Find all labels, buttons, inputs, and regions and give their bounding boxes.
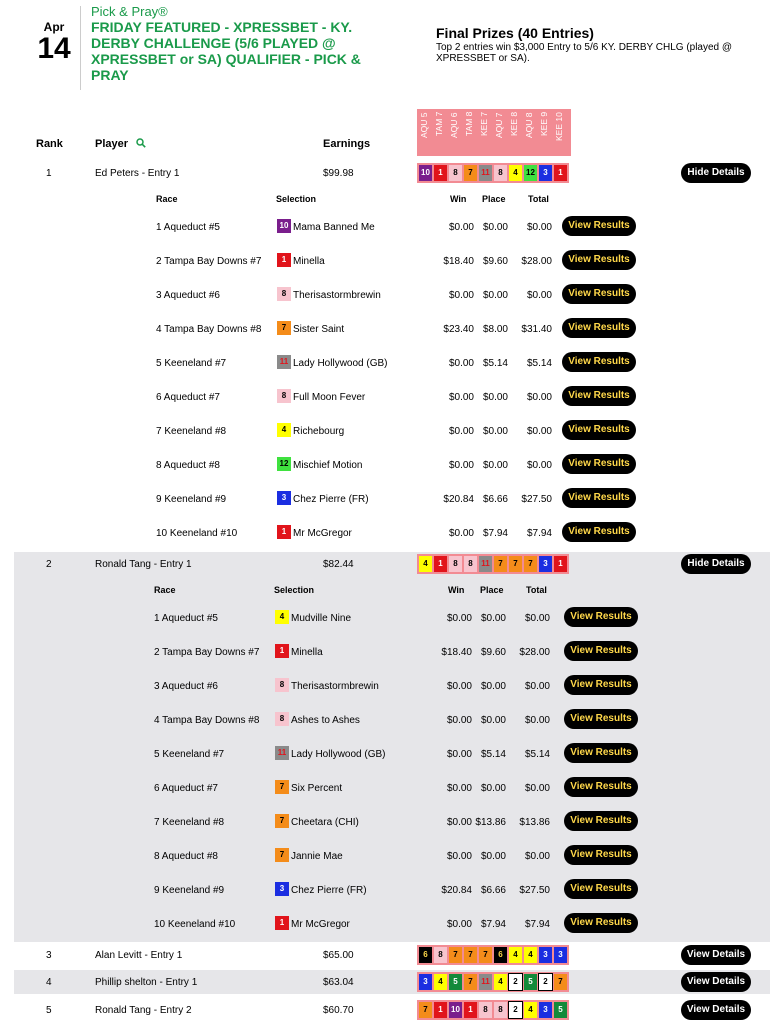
selection-number: 8: [275, 712, 289, 726]
win-value: $0.00: [446, 681, 472, 692]
win-value: $20.84: [441, 885, 472, 896]
win-value: $0.00: [448, 460, 474, 471]
pick-box: 8: [494, 165, 507, 181]
selection-number: 12: [277, 457, 291, 471]
race-column-header: KEE 7: [479, 112, 489, 137]
total-value: $28.00: [521, 256, 552, 267]
win-value: $20.84: [443, 494, 474, 505]
player-name[interactable]: Ed Peters - Entry 1: [95, 168, 180, 179]
picks-strip: [417, 972, 569, 992]
date-day: 14: [37, 32, 71, 65]
hide-details-button[interactable]: Hide Details: [681, 163, 751, 183]
pick-box: 8: [479, 1002, 492, 1018]
pick-box: 8: [449, 165, 462, 181]
race-name: 5 Keeneland #7: [154, 749, 225, 760]
race-column-header: KEE 10: [554, 112, 564, 141]
race-name: 4 Tampa Bay Downs #8: [156, 324, 262, 335]
race-name: 6 Aqueduct #7: [154, 783, 218, 794]
detail-row: [14, 839, 770, 873]
pick-box: 7: [464, 165, 477, 181]
pick-box: 5: [449, 974, 462, 990]
race-name: 2 Tampa Bay Downs #7: [154, 647, 260, 658]
view-results-button[interactable]: View Results: [564, 743, 638, 763]
race-name: 4 Tampa Bay Downs #8: [154, 715, 260, 726]
win-value: $23.40: [443, 324, 474, 335]
selection-name: Sister Saint: [293, 324, 345, 335]
pick-box: 4: [494, 974, 507, 990]
selection-number: 11: [275, 746, 289, 760]
selection-name: Mr McGregor: [291, 919, 350, 930]
view-results-button[interactable]: View Results: [562, 420, 636, 440]
selection-number: 4: [277, 423, 291, 437]
win-value: $0.00: [448, 358, 474, 369]
earnings-value: $60.70: [323, 1005, 354, 1016]
pick-box: 2: [539, 974, 552, 990]
selection-name: Therisastormbrewin: [293, 290, 381, 301]
place-value: $0.00: [482, 392, 508, 403]
detail-row: [14, 805, 770, 839]
pick-box: 12: [524, 165, 537, 181]
pick-box: 5: [554, 1002, 567, 1018]
place-header: Place: [482, 194, 506, 204]
pick-box: 2: [509, 974, 522, 990]
view-results-button[interactable]: View Results: [564, 709, 638, 729]
search-icon[interactable]: [136, 138, 146, 148]
total-value: $0.00: [526, 426, 552, 437]
rank-value: 1: [46, 168, 52, 179]
view-details-button[interactable]: View Details: [681, 1000, 751, 1020]
win-value: $0.00: [446, 783, 472, 794]
race-column-header: KEE 8: [509, 112, 519, 137]
prizes-description: Top 2 entries win $3,000 Entry to 5/6 KY. DERBY CHLG (played @ XPRESSBET or SA).: [436, 42, 733, 64]
selection-number: 7: [275, 848, 289, 862]
selection-number: 10: [277, 219, 291, 233]
selection-name: Chez Pierre (FR): [291, 885, 367, 896]
win-value: $0.00: [446, 613, 472, 624]
win-value: $18.40: [443, 256, 474, 267]
earnings-value: $65.00: [323, 950, 354, 961]
detail-row: [14, 380, 770, 414]
prizes-title: Final Prizes (40 Entries): [436, 25, 594, 41]
selection-header: Selection: [276, 194, 317, 204]
detail-row: [14, 907, 770, 941]
contest-header: [0, 0, 770, 110]
view-results-button[interactable]: View Results: [562, 250, 636, 270]
header-divider: [80, 6, 81, 90]
pick-box: 1: [434, 165, 447, 181]
total-value: $7.94: [524, 919, 550, 930]
race-header: Race: [154, 585, 176, 595]
selection-number: 4: [275, 610, 289, 624]
view-results-button[interactable]: View Results: [562, 318, 636, 338]
race-column-header: TAM 8: [464, 112, 474, 137]
selection-name: Minella: [291, 647, 323, 658]
hide-details-button[interactable]: Hide Details: [681, 554, 751, 574]
rank-value: 3: [46, 950, 52, 961]
place-value: $0.00: [482, 222, 508, 233]
pick-box: 4: [434, 974, 447, 990]
pick-box: 4: [524, 1002, 537, 1018]
selection-name: Mudville Nine: [291, 613, 352, 624]
view-results-button[interactable]: View Results: [562, 488, 636, 508]
pick-box: 7: [464, 947, 477, 963]
leaderboard-row: [14, 552, 770, 576]
pick-box: 2: [509, 1002, 522, 1018]
selection-name: Cheetara (CHI): [291, 817, 359, 828]
race-name: 1 Aqueduct #5: [156, 222, 220, 233]
place-value: $8.00: [482, 324, 508, 335]
selection-number: 7: [275, 814, 289, 828]
win-value: $0.00: [446, 851, 472, 862]
pick-box: 7: [464, 974, 477, 990]
pick-box: 4: [524, 947, 537, 963]
total-value: $0.00: [524, 783, 550, 794]
pick-box: 1: [464, 1002, 477, 1018]
win-value: $0.00: [446, 919, 472, 930]
pick-box: 1: [434, 556, 447, 572]
total-value: $0.00: [526, 222, 552, 233]
selection-name: Lady Hollywood (GB): [291, 749, 386, 760]
total-value: $0.00: [526, 392, 552, 403]
detail-row: [14, 448, 770, 482]
selection-name: Mischief Motion: [293, 460, 363, 471]
pick-box: 4: [509, 947, 522, 963]
earnings-value: $99.98: [323, 168, 354, 179]
player-name[interactable]: Phillip shelton - Entry 1: [95, 977, 198, 988]
pick-box: 8: [449, 556, 462, 572]
view-results-button[interactable]: View Results: [564, 675, 638, 695]
view-results-button[interactable]: View Results: [564, 641, 638, 661]
earnings-value: $63.04: [323, 977, 354, 988]
selection-header: Selection: [274, 585, 315, 595]
win-header: Win: [448, 585, 465, 595]
selection-number: 8: [277, 287, 291, 301]
pick-box: 7: [509, 556, 522, 572]
detail-row: [14, 210, 770, 244]
total-value: $5.14: [526, 358, 552, 369]
win-value: $0.00: [446, 749, 472, 760]
selection-name: Six Percent: [291, 783, 343, 794]
view-results-button[interactable]: View Results: [562, 454, 636, 474]
leaderboard-row: [14, 998, 770, 1022]
race-name: 6 Aqueduct #7: [156, 392, 220, 403]
view-results-button[interactable]: View Results: [564, 811, 638, 831]
place-header: Place: [480, 585, 504, 595]
race-name: 7 Keeneland #8: [156, 426, 227, 437]
picks-strip: [417, 163, 569, 183]
view-results-button[interactable]: View Results: [562, 352, 636, 372]
race-name: 9 Keeneland #9: [154, 885, 225, 896]
pick-box: 7: [494, 556, 507, 572]
place-value: $0.00: [480, 715, 506, 726]
detail-row: [14, 737, 770, 771]
selection-name: Therisastormbrewin: [291, 681, 379, 692]
race-column-header: AQU 7: [494, 112, 504, 138]
place-value: $0.00: [480, 783, 506, 794]
selection-number: 1: [275, 916, 289, 930]
view-results-button[interactable]: View Results: [562, 522, 636, 542]
leaderboard-row: [14, 970, 770, 994]
view-details-button[interactable]: View Details: [681, 972, 751, 992]
brand-name: Pick & Pray®: [91, 4, 168, 19]
place-value: $9.60: [482, 256, 508, 267]
win-value: $0.00: [448, 392, 474, 403]
race-name: 7 Keeneland #8: [154, 817, 225, 828]
selection-number: 3: [277, 491, 291, 505]
race-header: Race: [156, 194, 178, 204]
total-value: $0.00: [524, 715, 550, 726]
pick-box: 3: [539, 165, 552, 181]
selection-number: 8: [275, 678, 289, 692]
race-column-headers: [417, 109, 571, 156]
place-value: $5.14: [482, 358, 508, 369]
win-header: Win: [450, 194, 467, 204]
view-results-button[interactable]: View Results: [564, 845, 638, 865]
view-results-button[interactable]: View Results: [564, 777, 638, 797]
pick-box: 11: [479, 974, 492, 990]
win-value: $0.00: [448, 528, 474, 539]
selection-number: 1: [277, 253, 291, 267]
place-value: $13.86: [475, 817, 506, 828]
selection-number: 3: [275, 882, 289, 896]
pick-box: 8: [494, 1002, 507, 1018]
race-column-header: AQU 8: [524, 112, 534, 138]
detail-row: [14, 771, 770, 805]
race-name: 3 Aqueduct #6: [156, 290, 220, 301]
selection-name: Mama Banned Me: [293, 222, 375, 233]
race-column-header: KEE 9: [539, 112, 549, 137]
pick-box: 8: [464, 556, 477, 572]
pick-box: 8: [434, 947, 447, 963]
date-month: Apr: [43, 20, 65, 34]
view-results-button[interactable]: View Results: [562, 284, 636, 304]
pick-box: 3: [539, 947, 552, 963]
detail-row: [14, 635, 770, 669]
pick-box: 3: [539, 1002, 552, 1018]
earnings-column-header: Earnings: [323, 138, 371, 150]
race-name: 9 Keeneland #9: [156, 494, 227, 505]
pick-box: 11: [479, 165, 492, 181]
pick-box: 7: [449, 947, 462, 963]
picks-strip: [417, 1000, 569, 1020]
selection-number: 7: [275, 780, 289, 794]
detail-row: [14, 703, 770, 737]
view-results-button[interactable]: View Results: [562, 216, 636, 236]
selection-name: Chez Pierre (FR): [293, 494, 369, 505]
win-value: $0.00: [448, 290, 474, 301]
race-column-header: AQU 5: [419, 112, 429, 138]
rank-column-header: Rank: [36, 138, 63, 150]
race-name: 5 Keeneland #7: [156, 358, 227, 369]
place-value: $0.00: [480, 613, 506, 624]
date-block: [34, 20, 74, 64]
player-name[interactable]: Ronald Tang - Entry 1: [95, 559, 192, 570]
place-value: $0.00: [482, 460, 508, 471]
total-value: $5.14: [524, 749, 550, 760]
pick-box: 5: [524, 974, 537, 990]
total-header: Total: [528, 194, 549, 204]
win-value: $0.00: [448, 222, 474, 233]
pick-box: 10: [449, 1002, 462, 1018]
place-value: $9.60: [480, 647, 506, 658]
total-value: $28.00: [519, 647, 550, 658]
picks-strip: [417, 945, 569, 965]
place-value: $5.14: [480, 749, 506, 760]
rank-value: 4: [46, 977, 52, 988]
win-value: $18.40: [441, 647, 472, 658]
pick-box: 6: [419, 947, 432, 963]
selection-number: 11: [277, 355, 291, 369]
contest-title: FRIDAY FEATURED - XPRESSBET - KY. DERBY CHALLENGE (5/6 PLAYED @ XPRESSBET or SA) QUALIFIER - PICK & PRAY: [91, 19, 361, 83]
selection-name: Mr McGregor: [293, 528, 352, 539]
pick-box: 11: [479, 556, 492, 572]
pick-box: 3: [554, 947, 567, 963]
race-name: 1 Aqueduct #5: [154, 613, 218, 624]
win-value: $0.00: [448, 426, 474, 437]
selection-number: 1: [277, 525, 291, 539]
selection-name: Ashes to Ashes: [291, 715, 360, 726]
race-name: 8 Aqueduct #8: [156, 460, 220, 471]
place-value: $7.94: [482, 528, 508, 539]
pick-box: 1: [554, 165, 567, 181]
place-value: $6.66: [480, 885, 506, 896]
selection-name: Minella: [293, 256, 325, 267]
view-results-button[interactable]: View Results: [564, 879, 638, 899]
pick-box: 7: [524, 556, 537, 572]
win-value: $0.00: [446, 715, 472, 726]
total-value: $0.00: [524, 681, 550, 692]
total-value: $7.94: [526, 528, 552, 539]
detail-row: [14, 873, 770, 907]
view-details-button[interactable]: View Details: [681, 945, 751, 965]
total-value: $0.00: [526, 460, 552, 471]
selection-name: Lady Hollywood (GB): [293, 358, 388, 369]
place-value: $6.66: [482, 494, 508, 505]
detail-row: [14, 244, 770, 278]
race-name: 10 Keeneland #10: [154, 919, 236, 930]
total-value: $0.00: [526, 290, 552, 301]
pick-box: 7: [479, 947, 492, 963]
total-value: $31.40: [521, 324, 552, 335]
pick-box: 3: [419, 974, 432, 990]
detail-row: [14, 346, 770, 380]
player-name[interactable]: Alan Levitt - Entry 1: [95, 950, 183, 961]
total-header: Total: [526, 585, 547, 595]
pick-box: 10: [419, 165, 432, 181]
total-value: $0.00: [524, 851, 550, 862]
selection-number: 1: [275, 644, 289, 658]
pick-box: 4: [419, 556, 432, 572]
detail-row: [14, 278, 770, 312]
selection-number: 8: [277, 389, 291, 403]
place-value: $0.00: [482, 426, 508, 437]
selection-name: Jannie Mae: [291, 851, 343, 862]
total-value: $13.86: [519, 817, 550, 828]
selection-name: Full Moon Fever: [293, 392, 366, 403]
pick-box: 3: [539, 556, 552, 572]
race-name: 3 Aqueduct #6: [154, 681, 218, 692]
race-name: 8 Aqueduct #8: [154, 851, 218, 862]
earnings-value: $82.44: [323, 559, 354, 570]
view-results-button[interactable]: View Results: [562, 386, 636, 406]
detail-row: [14, 414, 770, 448]
race-name: 2 Tampa Bay Downs #7: [156, 256, 262, 267]
details-panel: [14, 576, 770, 942]
player-column-header[interactable]: Player: [95, 138, 129, 150]
win-value: $0.00: [446, 817, 472, 828]
place-value: $0.00: [482, 290, 508, 301]
rank-value: 5: [46, 1005, 52, 1016]
pick-box: 4: [509, 165, 522, 181]
detail-row: [14, 669, 770, 703]
race-column-header: AQU 6: [449, 112, 459, 138]
total-value: $27.50: [519, 885, 550, 896]
place-value: $7.94: [480, 919, 506, 930]
detail-row: [14, 601, 770, 635]
pick-box: 1: [554, 556, 567, 572]
view-results-button[interactable]: View Results: [564, 607, 638, 627]
pick-box: 6: [494, 947, 507, 963]
selection-name: Richebourg: [293, 426, 345, 437]
race-column-header: TAM 7: [434, 112, 444, 137]
total-value: $0.00: [524, 613, 550, 624]
detail-row: [14, 482, 770, 516]
total-value: $27.50: [521, 494, 552, 505]
race-name: 10 Keeneland #10: [156, 528, 238, 539]
pick-box: 7: [554, 974, 567, 990]
picks-strip: [417, 554, 569, 574]
details-panel: [14, 185, 770, 552]
place-value: $0.00: [480, 851, 506, 862]
detail-row: [14, 516, 770, 550]
view-results-button[interactable]: View Results: [564, 913, 638, 933]
pick-box: 1: [434, 1002, 447, 1018]
place-value: $0.00: [480, 681, 506, 692]
leaderboard-row: [14, 161, 770, 185]
player-name[interactable]: Ronald Tang - Entry 2: [95, 1005, 192, 1016]
selection-number: 7: [277, 321, 291, 335]
detail-row: [14, 312, 770, 346]
leaderboard-row: [14, 943, 770, 967]
rank-value: 2: [46, 559, 52, 570]
pick-box: 7: [419, 1002, 432, 1018]
